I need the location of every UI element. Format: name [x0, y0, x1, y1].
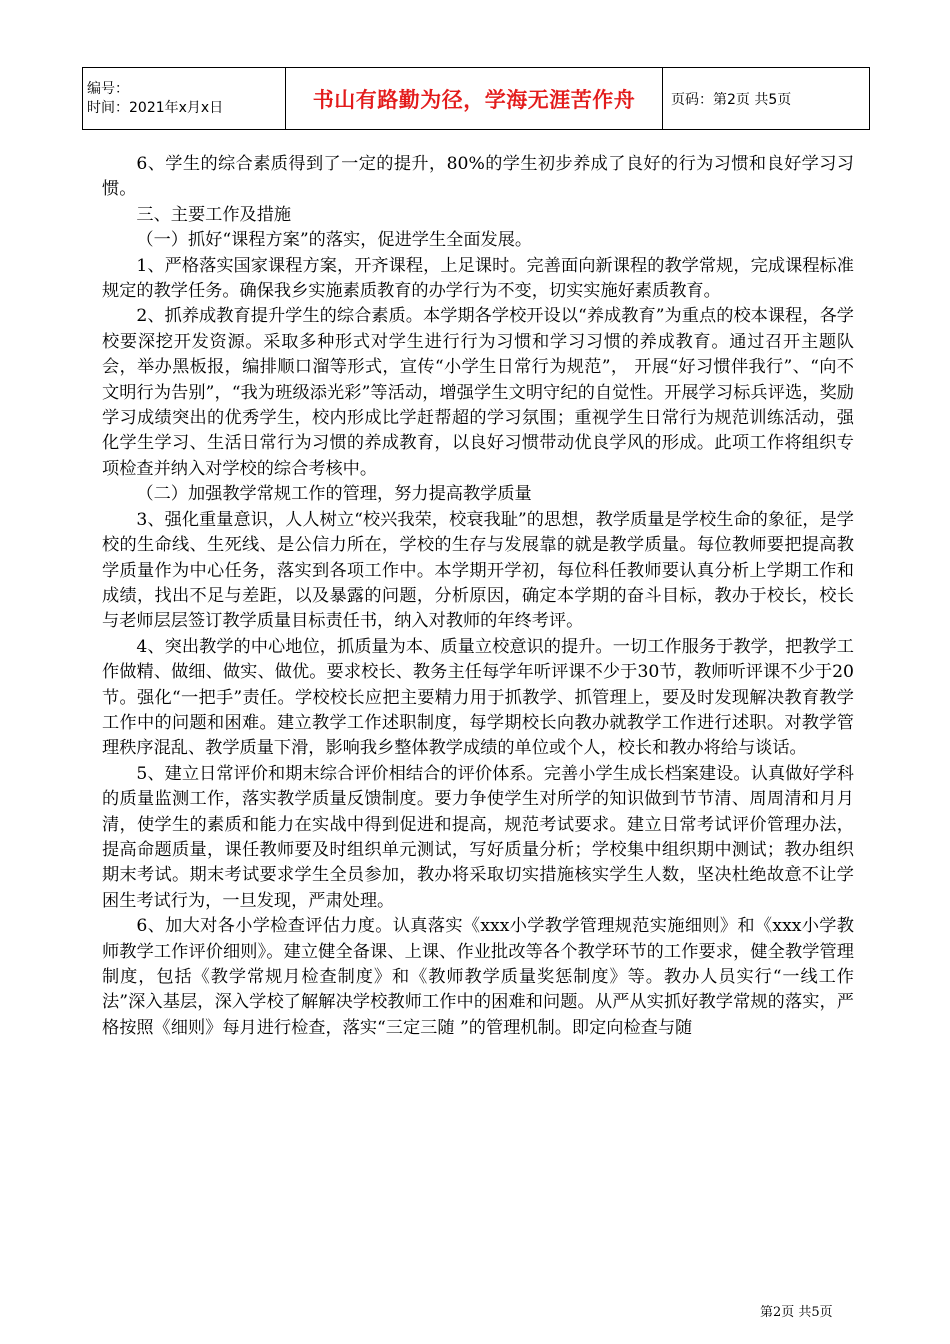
header-page-info: 页码：第2页 共5页	[663, 68, 870, 130]
page-header-table	[82, 67, 870, 130]
header-meta-cell	[83, 68, 286, 130]
date-line: 时间：2021年x月x日	[87, 99, 224, 116]
header-motto: 书山有路勤为径，学海无涯苦作舟	[286, 68, 663, 130]
paragraph: 1、严格落实国家课程方案，开齐课程，上足课时。完善面向新课程的教学常规，完成课程标准规定的教学任务。确保我乡实施素质教育的办学行为不变，切实实施好素质教育。	[102, 255, 854, 302]
paragraph: 4、突出教学的中心地位，抓质量为本、质量立校意识的提升。一切工作服务于教学，把教学工作做精、做细、做实、做优。要求校长、教务主任每学年听评课不少于30节，教师听评课不少于20节。强化“一把手”责任。学校校长应把主要精力用于抓教学、抓管理上，要及时发现解决教育教学工作中的问题和困难。建立教学工作述职制度，每学期校长向教办就教学工作进行述职。对教学管理秩序混乱、教学质量下滑，影响我乡整体教学成绩的单位或个人，校长和教办将给与谈话。	[102, 636, 854, 759]
doc-number-label: 编号：	[87, 80, 129, 97]
document-body	[102, 152, 854, 1041]
paragraph: 6、加大对各小学检查评估力度。认真落实《xxx小学教学管理规范实施细则》和《xxx小学教师教学工作评价细则》。建立健全备课、上课、作业批改等各个教学环节的工作要求，健全教学管理制度，包括《教学常规月检查制度》和《教师教学质量奖惩制度》等。教办人员实行“一线工作法”深入基层，深入学校了解解决学校教师工作中的困难和问题。从严从实抓好教学常规的落实，严格按照《细则》每月进行检查，落实“三定三随 ”的管理机制。即定向检查与随	[102, 916, 854, 1038]
subsection-heading: （二）加强教学常规工作的管理，努力提高教学质量	[136, 484, 532, 505]
page-footer: 第2页 共5页	[760, 1305, 833, 1320]
paragraph: 2、抓养成教育提升学生的综合素质。本学期各学校开设以“养成教育”为重点的校本课程，各学校要深挖开发资源。采取多种形式对学生进行行为习惯和学习习惯的养成教育。通过召开主题队会，举办黑板报，编排顺口溜等形式，宣传“小学生日常行为规范”， 开展“好习惯伴我行”、“向不文明行为告别”，“我为班级添光彩”等活动，增强学生文明守纪的自觉性。开展学习标兵评选，奖励学习成绩突出的优秀学生，校内形成比学赶帮超的学习氛围；重视学生日常行为规范训练活动，强化学生学习、生活日常行为习惯的养成教育，以良好习惯带动优良学风的形成。此项工作将组织专项检查并纳入对学校的综合考核中。	[102, 306, 854, 479]
section-heading: 三、主要工作及措施	[136, 204, 292, 225]
paragraph: 6、学生的综合素质得到了一定的提升，80%的学生初步养成了良好的行为习惯和良好学习习惯。	[102, 154, 854, 200]
subsection-heading: （一）抓好“课程方案”的落实，促进学生全面发展。	[136, 230, 533, 251]
paragraph: 5、建立日常评价和期末综合评价相结合的评价体系。完善小学生成长档案建设。认真做好学科的质量监测工作，落实教学质量反馈制度。要力争使学生对所学的知识做到节节清、周周清和月月清，使学生的素质和能力在实战中得到促进和提高，规范考试要求。建立日常考试评价管理办法，提高命题质量，课任教师要及时组织单元测试，写好质量分析；学校集中组织期中测试；教办组织期末考试。期末考试要求学生全员参加，教办将采取切实措施核实学生人数，坚决杜绝故意不让学困生考试行为，一旦发现，严肃处理。	[102, 763, 854, 911]
paragraph: 3、强化重量意识，人人树立“校兴我荣，校衰我耻”的思想，教学质量是学校生命的象征，是学校的生命线、生死线、是公信力所在，学校的生存与发展靠的就是教学质量。每位教师要把提高教学质量作为中心任务，落实到各项工作中。本学期开学初，每位科任教师要认真分析上学期工作和成绩，找出不足与差距，以及暴露的问题，分析原因，确定本学期的奋斗目标，教办于校长，校长与老师层层签订教学质量目标责任书，纳入对教师的年终考评。	[102, 509, 854, 632]
